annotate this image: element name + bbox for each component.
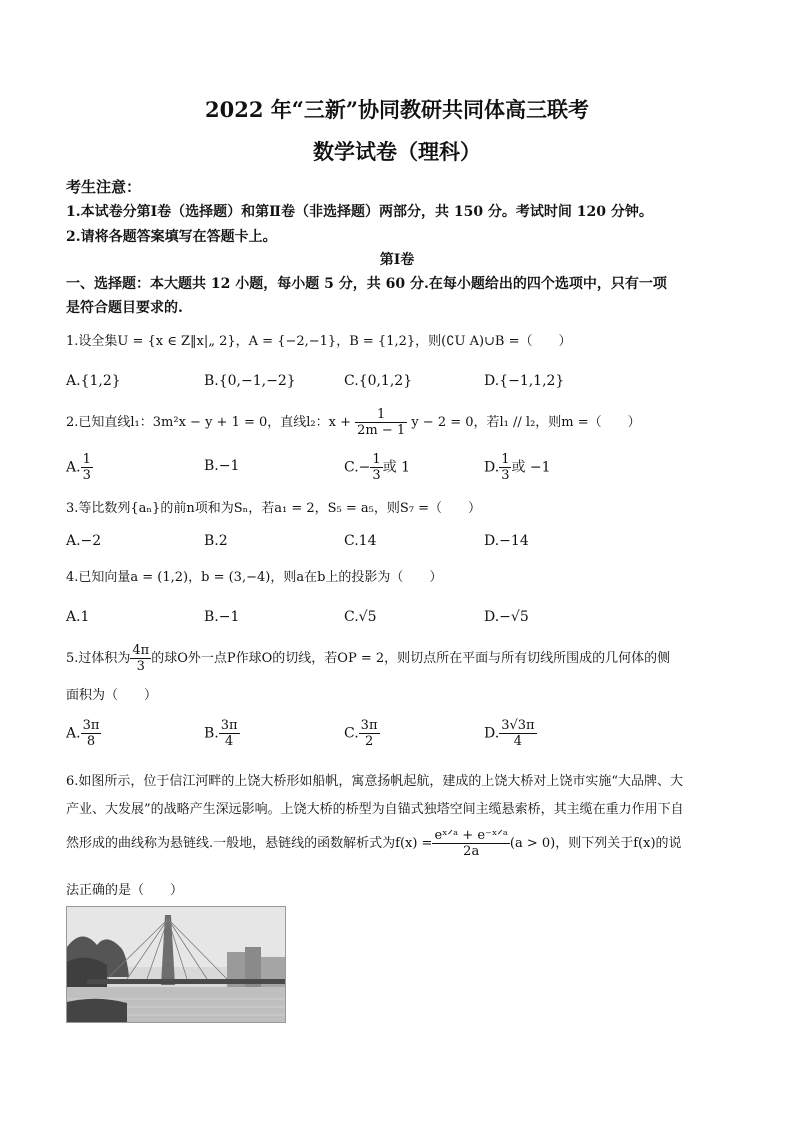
question-3-option-a: A.−2 [66, 533, 102, 549]
question-5-stem-line2: 面积为（ ） [66, 688, 158, 703]
question-2-fraction-den: 2m − 1 [357, 423, 406, 438]
question-6-line3 [66, 828, 682, 859]
question-6-fraction-den: 2a [463, 844, 480, 859]
question-1-option-d: D.{−1,1,2} [484, 373, 565, 389]
question-4-option-d: D.−√5 [484, 609, 529, 625]
question-2-option-d [484, 452, 551, 483]
exam-title: 2022 年“三新”协同教研共同体高三联考 [205, 97, 589, 122]
question-5-stem [66, 643, 670, 674]
question-1-option-b: B.{0,−1,−2} [204, 373, 296, 389]
question-3-option-c: C.14 [344, 533, 377, 549]
question-2-fraction-num: 1 [355, 407, 407, 423]
question-2-option-c-prefix: C.− [344, 459, 371, 476]
question-6-fraction [432, 828, 509, 859]
question-2-option-c-num: 1 [372, 452, 381, 467]
question-5-fraction-den: 3 [136, 659, 145, 674]
question-5-option-a [66, 718, 101, 749]
section-title: 第Ⅰ卷 [379, 252, 415, 268]
question-2-stem-part-b: y − 2 = 0，若l₁ // l₂，则m =（ ） [411, 415, 641, 430]
question-4-option-b: B.−1 [204, 609, 240, 625]
question-5-option-b-den: 4 [225, 734, 234, 749]
question-2-option-d-prefix: D. [484, 459, 500, 476]
section-instruction-line2: 是符合题目要求的. [66, 300, 183, 316]
question-2-option-c-den: 3 [372, 468, 381, 483]
notice-item-2: 2.请将各题答案填写在答题卡上。 [66, 229, 277, 245]
question-6-line1: 6.如图所示，位于信江河畔的上饶大桥形如船帆，寓意扬帆起航，建成的上饶大桥对上饶市实施“大品牌、大 [66, 774, 684, 789]
question-1-option-c: C.{0,1,2} [344, 373, 413, 389]
question-2-option-d-num: 1 [501, 452, 510, 467]
question-2-option-a-den: 3 [82, 468, 91, 483]
question-5-option-a-den: 8 [86, 734, 96, 749]
question-5-option-c-prefix: C. [344, 725, 359, 742]
question-2-option-a-num: 1 [82, 452, 91, 467]
question-5-option-c-num: 3π [360, 718, 378, 733]
question-5-fraction-num: 4π [132, 643, 150, 658]
question-5-option-b-prefix: B. [204, 725, 219, 742]
question-2-option-d-suffix: 或 −1 [511, 459, 551, 476]
question-5-option-a-num: 3π [82, 718, 100, 733]
question-6-line4: 法正确的是（ ） [66, 883, 184, 898]
question-5-option-b [204, 718, 240, 749]
question-2-option-d-den: 3 [501, 468, 510, 483]
question-4-option-c: C.√5 [344, 609, 377, 625]
question-3-stem: 3.等比数列{aₙ}的前n项和为Sₙ，若a₁ = 2，S₅ = a₅，则S₇ =（ ） [66, 501, 481, 516]
question-5-fraction [130, 643, 151, 674]
question-4-stem: 4.已知向量a = (1,2)，b = (3,−4)，则a在b上的投影为（ ） [66, 570, 443, 585]
question-5-option-d [484, 718, 537, 749]
question-1-option-a: A.{1,2} [66, 373, 121, 389]
question-3-option-b: B.2 [204, 533, 228, 549]
question-6-fraction-num: eˣᐟᵃ + e⁻ˣᐟᵃ [434, 828, 508, 843]
question-5-option-d-prefix: D. [484, 725, 500, 742]
question-2-option-a-prefix: A. [66, 459, 81, 476]
question-5-option-c-den: 2 [364, 734, 374, 749]
question-1-stem: 1.设全集U = {x ∈ Z‖x|„ 2}，A = {−2,−1}，B = {1,2}，则(∁U A)∪B =（ ） [66, 334, 572, 349]
question-5-stem-part-a: 5.过体积为 [66, 651, 131, 666]
question-2-option-a [66, 452, 93, 483]
question-6-line3-part-a: 然形成的曲线称为悬链线.一般地，悬链线的函数解析式为f(x) = [66, 836, 433, 851]
question-6-line2: 产业、大发展”的战略产生深远影响。上饶大桥的桥型为自锚式独塔空间主缆悬索桥，其主缆在重力作用下自 [66, 802, 684, 817]
bridge-photo [66, 906, 286, 1023]
question-2-stem [66, 407, 641, 438]
question-5-option-c [344, 718, 380, 749]
question-5-option-a-prefix: A. [66, 725, 81, 742]
notice-item-1: 1.本试卷分第Ⅰ卷（选择题）和第Ⅱ卷（非选择题）两部分，共 150 分。考试时间 120 分钟。 [66, 204, 653, 220]
question-5-option-b-num: 3π [220, 718, 238, 733]
question-2-stem-part-a: 2.已知直线l₁：3m²x − y + 1 = 0，直线l₂：x + [66, 415, 351, 430]
question-2-option-b: B.−1 [204, 458, 240, 474]
bridge-photo-image [67, 907, 285, 1022]
question-4-option-a: A.1 [66, 609, 90, 625]
question-3-option-d: D.−14 [484, 533, 529, 549]
question-2-option-c [344, 452, 410, 483]
exam-subtitle: 数学试卷（理科） [313, 139, 481, 164]
question-6-line3-part-b: (a > 0)，则下列关于f(x)的说 [509, 836, 682, 851]
section-instruction-line1: 一、选择题：本大题共 12 小题，每小题 5 分，共 60 分.在每小题给出的四个选项中，只有一项 [66, 276, 667, 292]
question-5-option-d-num: 3√3π [501, 718, 535, 733]
notice-heading: 考生注意： [66, 178, 142, 196]
question-2-fraction [355, 407, 407, 438]
question-2-option-c-suffix: 或 1 [382, 459, 411, 476]
question-5-option-d-den: 4 [513, 734, 523, 749]
question-5-stem-part-b: 的球O外一点P作球O的切线，若OP = 2，则切点所在平面与所有切线所围成的几何体的侧 [151, 651, 671, 666]
